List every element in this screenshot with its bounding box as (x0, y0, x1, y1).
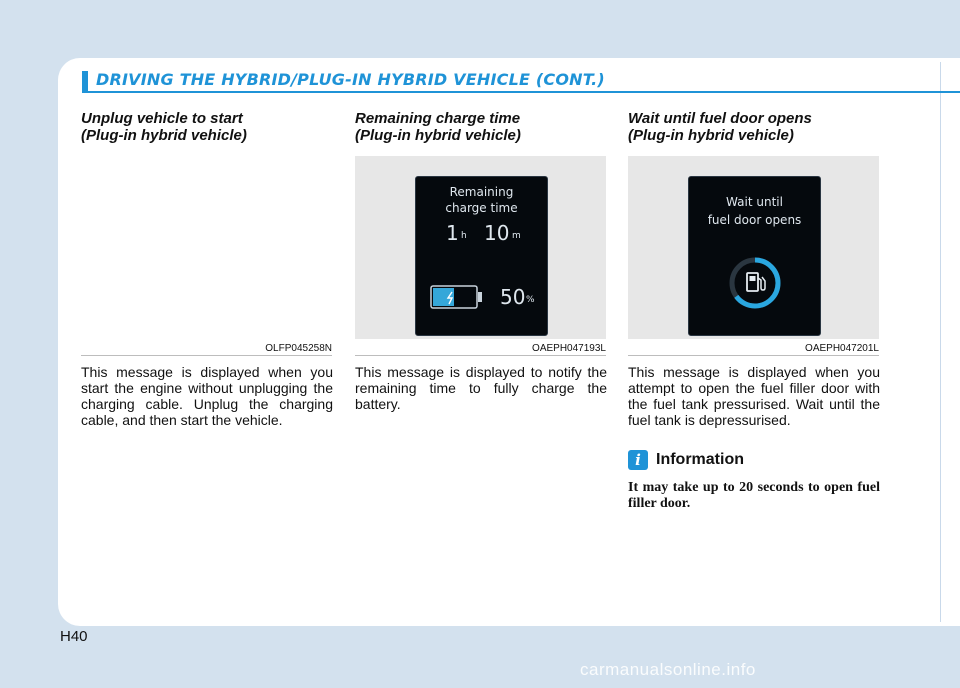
watermark: carmanualsonline.info (580, 660, 756, 679)
hours-unit: h (461, 231, 467, 241)
information-text: It may take up to 20 seconds to open fuel filler door. (628, 480, 880, 511)
charge-percent: 50 (500, 285, 526, 309)
subhead-fuel-door: Wait until fuel door opens (Plug-in hybrid vehicle) (628, 110, 812, 144)
figure-rule (81, 355, 332, 356)
hours-value: 1 (446, 221, 459, 245)
battery-icon (430, 283, 486, 311)
screen-line-2: charge time (445, 201, 518, 215)
info-icon: i (628, 450, 648, 470)
subhead-remaining-charge: Remaining charge time (Plug-in hybrid vehicle) (355, 110, 521, 144)
page-number: H40 (60, 628, 88, 645)
body-remaining-charge: This message is displayed to notify the remaining time to fully charge the battery. (355, 364, 607, 412)
screen-line-1: Wait until (726, 195, 783, 209)
figure-code: OAEPH047201L (805, 343, 879, 354)
screen-line-2: fuel door opens (707, 213, 802, 227)
section-title: DRIVING THE HYBRID/PLUG-IN HYBRID VEHICLE (CONT.) (96, 70, 605, 89)
screen-line-1: Remaining (449, 185, 514, 199)
column-fuel-door (628, 110, 880, 512)
column-remaining-charge (355, 110, 607, 412)
figure-code: OLFP045258N (265, 343, 332, 354)
figure-fuel-door (628, 156, 879, 354)
cluster-display (415, 176, 548, 336)
subhead-unplug: Unplug vehicle to start (Plug-in hybrid vehicle) (81, 110, 247, 144)
cluster-display (688, 176, 821, 336)
header-accent-bar (82, 71, 88, 91)
figure-rule (628, 355, 879, 356)
column-unplug (81, 110, 333, 428)
percent-unit: % (526, 295, 535, 305)
page-edge-line (940, 62, 941, 622)
fuel-progress-ring (727, 255, 783, 311)
figure-unplug (81, 156, 332, 354)
information-heading (628, 450, 880, 470)
body-fuel-door: This message is displayed when you attempt to open the fuel filler door with the fuel tank pressurised. Wait until the fuel tank is depressurised. (628, 364, 880, 428)
body-unplug: This message is displayed when you start the engine without unplugging the charging cable. Unplug the charging cable, and then start the vehicle. (81, 364, 333, 428)
minutes-unit: m (512, 231, 521, 241)
minutes-value: 10 (484, 221, 510, 245)
information-title: Information (656, 451, 744, 468)
fuel-pump-icon (747, 273, 765, 291)
figure-code: OAEPH047193L (532, 343, 606, 354)
figure-remaining-charge (355, 156, 606, 354)
battery-fill (433, 288, 454, 306)
header-rule (82, 91, 960, 93)
figure-rule (355, 355, 606, 356)
